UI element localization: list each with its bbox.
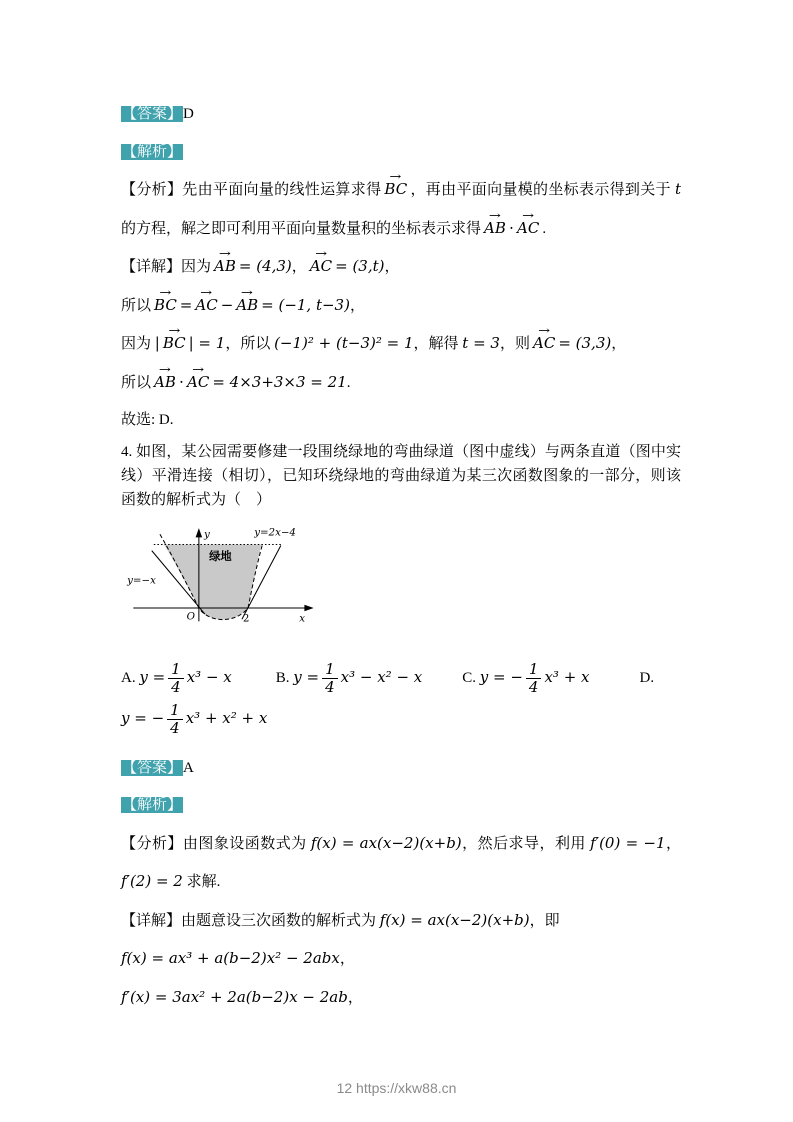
vector: [384, 170, 408, 198]
math-run: = (3,t): [335, 257, 385, 275]
vector: [517, 208, 540, 237]
vector: [533, 324, 556, 352]
vector: [187, 362, 210, 391]
vector: [154, 362, 176, 391]
guxuan-q3: [121, 402, 681, 440]
options-abc-d: [121, 661, 681, 697]
vector-name: AC: [517, 218, 540, 237]
math-run: | = 1: [188, 334, 226, 352]
text-run: D.: [639, 669, 655, 686]
text-run: 【分析】由图象设函数式为: [121, 835, 311, 852]
text-run: B.: [275, 669, 294, 686]
math-run: t: [674, 180, 681, 198]
xiangjie-q3-l4: [121, 364, 681, 403]
fenxi-q4: [121, 825, 681, 902]
text-run: .: [542, 220, 547, 237]
math-run: x³ + x: [544, 667, 590, 686]
xiangjie-q3-l1: [121, 248, 681, 287]
option-d-formula: [121, 702, 681, 738]
text-run: ，再由平面向量模的坐标表示得到关于: [410, 182, 675, 198]
text-run: ，: [349, 297, 365, 314]
text-run: ，: [291, 259, 307, 275]
origin-label: O: [186, 609, 195, 622]
math-run: x³ + x² + x: [185, 709, 268, 728]
jiexi-q4: [121, 787, 681, 825]
math-run: x³ − x² − x: [340, 667, 423, 686]
tick-2-label: 2: [242, 611, 250, 624]
math-run: f′(2) = 2: [121, 872, 183, 890]
math-run: = (3,3): [558, 334, 612, 352]
fraction-numerator: 1: [325, 659, 335, 678]
math-run: (−1)² + (t−3)² = 1: [274, 334, 414, 352]
page-footer: [0, 1080, 793, 1096]
fraction-denominator: 4: [526, 678, 542, 696]
math-run: t = 3: [462, 334, 500, 352]
vector: [195, 285, 218, 314]
vector-name: AC: [195, 295, 218, 314]
footer-text: 12 https://xkw88.cn: [336, 1080, 457, 1096]
vector-arrow-icon: →: [168, 324, 181, 337]
math-run: ⋅: [178, 372, 185, 391]
vector-arrow-icon: →: [389, 170, 402, 183]
vector-arrow-icon: →: [538, 324, 551, 337]
fraction: [526, 661, 542, 697]
math-run: ⋅: [508, 218, 515, 237]
vector-name: AB: [214, 257, 236, 275]
xiangjie-q4-l2: [121, 940, 681, 979]
fraction-denominator: 4: [167, 719, 183, 737]
line-left-label: y=−x: [127, 573, 156, 586]
text-run: ，: [611, 336, 627, 352]
text-run: 所以: [121, 297, 152, 314]
vector-name: BC: [162, 334, 186, 352]
math-run: f′(x) = 3ax² + 2a(b−2)x − 2ab: [121, 987, 348, 1006]
fraction-numerator: 1: [170, 701, 180, 719]
vector-name: AC: [533, 334, 556, 352]
vector-name: AB: [484, 218, 506, 237]
math-run: y =: [293, 667, 320, 686]
answer-q4: [121, 750, 681, 788]
text-run: ，然后求导，利用: [461, 835, 591, 852]
text-run: ，: [384, 259, 400, 275]
math-run: = (−1, t−3): [261, 295, 350, 314]
fraction-denominator: 4: [168, 678, 184, 696]
text-run: ，所以: [225, 336, 275, 352]
text-run: 【分析】先由平面向量的线性运算求得: [121, 182, 382, 198]
text-run: ，解得: [413, 336, 463, 352]
math-run: |: [154, 334, 160, 352]
vector: [309, 247, 333, 275]
vector-name: AC: [309, 257, 333, 275]
math-run: f(x) = ax(x−2)(x+b): [310, 833, 462, 852]
vector-arrow-icon: →: [158, 362, 171, 376]
text-run: A.: [121, 669, 140, 686]
section-tag: 【答案】: [122, 106, 183, 122]
text-run: 所以: [121, 374, 152, 391]
question-4: [121, 440, 681, 512]
line-right-label: y=2x−4: [254, 525, 296, 538]
text-run: ，即: [529, 912, 560, 929]
fraction: [167, 702, 183, 738]
text-run: 的方程，解之即可利用平面向量数量积的坐标表示求得: [121, 220, 482, 237]
x-axis-arrow: [304, 604, 313, 611]
region-label: 绿地: [209, 548, 232, 563]
content-top: [121, 96, 681, 512]
text-run: .: [346, 374, 351, 391]
math-run: f(x) = ax³ + a(b−2)x² − 2abx: [121, 949, 340, 967]
text-run: 【详解】由题意设三次函数的解析式为: [121, 912, 380, 929]
text-run: 4. 如图，某公园需要修建一段围绕绿地的弯曲绿道（图中虚线）与两条直道（图中实线）平滑连接（相切），已知环绕绿地的弯曲绿道为某三次函数图象的一部分，则该函数的解析式为（ ）: [121, 443, 681, 508]
vector: [236, 285, 259, 314]
text-run: ，则: [499, 336, 530, 352]
text-run: 求解.: [182, 874, 221, 890]
vector-arrow-icon: →: [192, 362, 205, 376]
answer-q3: [121, 96, 681, 134]
x-axis-label: x: [299, 611, 306, 624]
math-run: x³ − x: [186, 667, 232, 686]
text-run: C.: [462, 669, 480, 686]
jiexi-q3: [121, 134, 681, 172]
fenxi-q3: [121, 171, 681, 248]
vector-name: BC: [384, 180, 408, 198]
vector-name: AB: [236, 295, 259, 314]
xiangjie-q3-l3: [121, 325, 681, 364]
vector-arrow-icon: →: [200, 285, 213, 299]
text-run: 因为: [121, 336, 155, 352]
section-tag: 【答案】: [122, 759, 183, 776]
text-run: 故选: D.: [121, 412, 174, 428]
vector-name: AB: [154, 372, 176, 391]
vector: [162, 324, 186, 352]
xiangjie-q3-l2: [121, 287, 681, 326]
vector-arrow-icon: →: [522, 208, 535, 222]
math-run: f(x) = ax(x−2)(x+b): [379, 910, 530, 929]
text-run: A: [183, 759, 194, 776]
xiangjie-q4-l3: [121, 979, 681, 1018]
fraction: [322, 661, 338, 697]
vector-name: BC: [154, 295, 177, 314]
math-run: f′(0) = −1: [590, 833, 666, 852]
vector-arrow-icon: →: [314, 247, 327, 260]
xiangjie-q4-l1: [121, 902, 681, 941]
y-axis-arrow: [196, 528, 203, 537]
vector: [154, 285, 177, 314]
vector: [214, 247, 236, 275]
vector: [484, 208, 506, 237]
fraction-numerator: 1: [171, 659, 181, 678]
text-run: 【详解】因为: [121, 259, 212, 275]
section-tag: 【解析】: [122, 143, 183, 160]
vector-arrow-icon: →: [159, 285, 172, 299]
figure-svg: [125, 524, 325, 649]
vector-arrow-icon: →: [488, 208, 501, 222]
vector-name: AC: [187, 372, 210, 391]
math-run: −: [220, 295, 234, 314]
math-run: = (4,3): [238, 257, 292, 275]
math-run: = 4×3+3×3 = 21: [212, 372, 347, 391]
math-run: y =: [139, 667, 166, 686]
section-tag: 【解析】: [122, 797, 183, 813]
text-run: ，: [339, 951, 355, 967]
y-axis-label: y: [203, 527, 210, 540]
vector-arrow-icon: →: [241, 285, 254, 299]
content-bottom: [121, 661, 681, 1018]
math-run: y = −: [479, 667, 523, 686]
figure-cubic-graph: [125, 524, 681, 649]
vector-arrow-icon: →: [218, 247, 231, 260]
math-run: =: [179, 295, 193, 314]
fraction-denominator: 4: [322, 678, 338, 696]
text-run: ，: [347, 989, 363, 1006]
text-run: D: [183, 106, 194, 122]
text-run: ，: [665, 835, 681, 852]
fraction: [168, 661, 184, 697]
math-run: y = −: [121, 709, 165, 728]
fraction-numerator: 1: [528, 659, 539, 678]
